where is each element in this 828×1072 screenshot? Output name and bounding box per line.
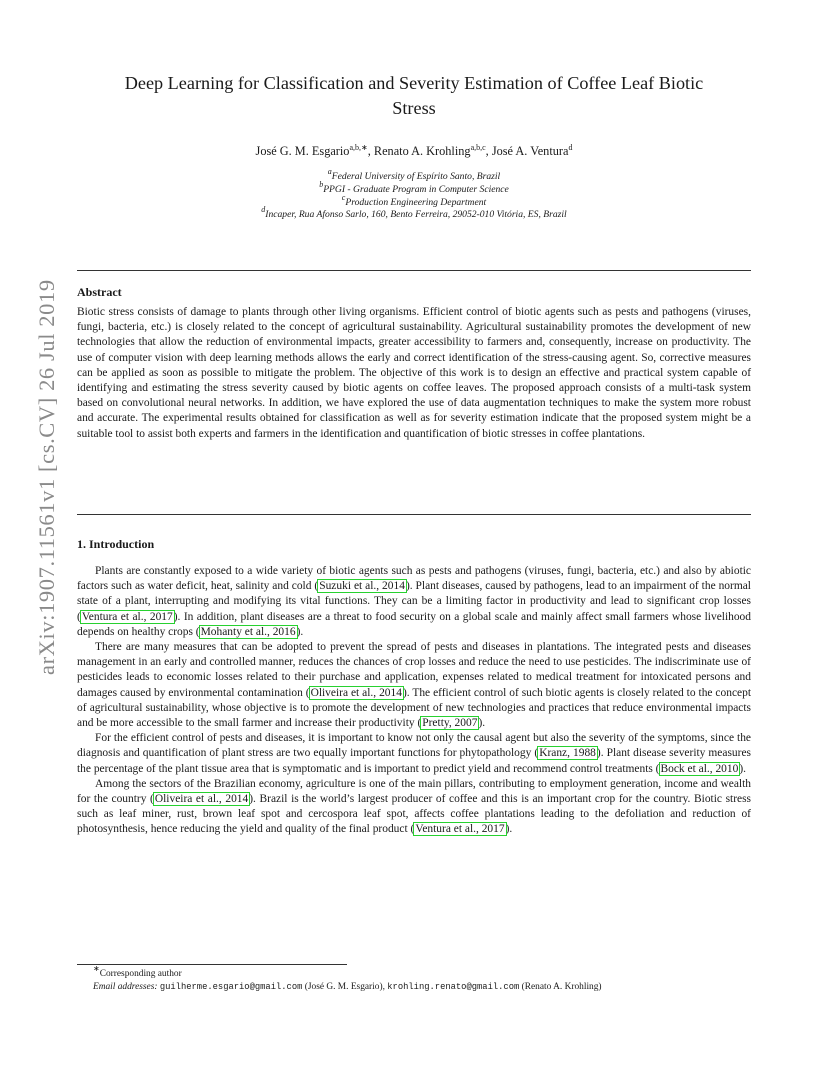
affiliation-item: $^c$Production Engineering Department — [341, 192, 487, 208]
author-name: José A. Ventura — [491, 144, 569, 158]
affiliation-item: $^b$PPGI - Graduate Program in Computer Science — [319, 179, 509, 195]
paragraph: There are many measures that can be adopted to prevent the spread of pests and diseases in plantations. The integrated pests and diseases management in an early and controlled manner, reduces the chances of crop losses and reduce the need to use pesticides. The indiscriminate use of pesticides leads to economic losses related to their purchase and application, expenses related to medical treatment for intoxicated persons and damages caused by environmental contamination (Oliveira et al., 2014). The efficient control of such biotic agents is closely related to the concept of agricultural sustainability, whose objective is to promote the development of new technologies and practices that reduce environmental impacts and be more accessible to the small farmer and increase their productivity (Pretty, 2007). — [77, 641, 751, 730]
abstract-heading: Abstract — [77, 285, 122, 299]
email-label: Email addresses: — [93, 982, 158, 992]
paper-title — [60, 71, 768, 121]
title-line-2: Stress — [392, 98, 436, 118]
citation-link[interactable]: Ventura et al., 2017 — [415, 823, 505, 836]
author-affil-mark: a,b,c — [470, 143, 486, 152]
abstract-bottom-rule — [77, 514, 751, 515]
author-affil-mark: a,b,∗ — [349, 143, 368, 152]
paragraph: Among the sectors of the Brazilian economy, agriculture is one of the main pillars, contributing to employment generation, income and wealth for the country (Oliveira et al., 2014). Brazil is the world’s largest producer of coffee and this is an important crop for the country. Biotic stress such as leaf miner, rust, brown leaf spot and cercospora leaf spot, affects coffee plantations leading to the defoliation and reduction of photosynthesis, hence reducing the yield and quality of the final product (Ventura et al., 2017). — [77, 777, 751, 836]
author-name: José G. M. Esgario — [255, 144, 350, 158]
affiliation-list — [60, 167, 768, 222]
section-heading-introduction: 1. Introduction — [77, 537, 155, 551]
title-line-1: Deep Learning for Classification and Severity Estimation of Coffee Leaf Biotic — [124, 73, 704, 93]
citation-link[interactable]: Pretty, 2007 — [422, 717, 478, 730]
author-name: Renato A. Krohling — [373, 144, 471, 158]
citation-link[interactable]: Oliveira et al., 2014 — [154, 793, 249, 806]
citation-link[interactable]: Oliveira et al., 2014 — [310, 686, 402, 699]
affiliation-item: $^a$Federal University of Espírito Santo, Brazil — [327, 167, 501, 182]
citation-link[interactable]: Bock et al., 2010 — [660, 762, 739, 775]
paragraph: For the efficient control of pests and diseases, it is important to know not only the causal agent but also the severity of the symptoms, since the diagnosis and quantification of plant stress are two equally important functions for phytopathology (Kranz, 1988). Plant disease severity measures the percentage of the plant tissue area that is symptomatic and is important to predict yield and recommend control treatments (Bock et al., 2010). — [77, 732, 751, 775]
footnote — [93, 964, 602, 994]
affiliation-item: $^d$Incaper, Rua Afonso Sarlo, 160, Bento Ferreira, 29052-010 Vitória, ES, Brazil — [261, 205, 567, 221]
arxiv-watermark: arXiv:1907.11561v1 [cs.CV] 26 Jul 2019 — [34, 279, 59, 675]
introduction-body — [77, 564, 751, 838]
citation-link[interactable]: Kranz, 1988 — [539, 747, 596, 760]
footnote-emails: Email addresses: guilherme.esgario@gmail.com (José G. M. Esgario), krohling.renato@gmail.com (Renato A. Krohling) — [93, 982, 602, 992]
citation-link[interactable]: Mohanty et al., 2016 — [200, 625, 296, 638]
abstract-text: Biotic stress consists of damage to plants through other living organisms. Efficient control of biotic agents such as pests and pathogens (viruses, fungi, bacteria, etc.) is closely related to the concept of agricultural sustainability. Agricultural sustainability promotes the development of new technologies that allow the reduction of environmental impacts, greater accessibility to farmers and, consequently, increase on productivity. The use of computer vision with deep learning methods allows the early and correct identification of the stress-causing agent. So, corrective measures can be applied as soon as possible to mitigate the problem. The objective of this work is to design an effective and practical system capable of identifying and estimating the stress severity caused by biotic agents on coffee leaves. The proposed approach consists of a multi-task system based on convolutional neural networks. In addition, we have explored the use of data augmentation techniques to make the system more robust and accurate. The experimental results obtained for classification as well as for severity estimation indicate that the proposed system might be a suitable tool to assist both experts and farmers in the identification and quantification of biotic stresses in coffee plantations. — [77, 306, 751, 440]
paragraph: Plants are constantly exposed to a wide variety of biotic agents such as pests and pathogens (viruses, fungi, bacteria, etc.) and also by abiotic factors such as water deficit, heat, salinity and cold (Suzuki et al., 2014). Plant diseases, caused by pathogens, lead to an impairment of the normal state of a plant, interrupting and modifying its vital functions. They can be a limiting factor in productivity and lead to significant crop losses (Ventura et al., 2017). In addition, plant diseases are a threat to food security on a global scale and mainly affect small farmers whose livelihood depends on healthy crops (Mohanty et al., 2016). — [77, 565, 751, 638]
citation-link[interactable]: Ventura et al., 2017 — [81, 610, 173, 623]
citation-link[interactable]: Suzuki et al., 2014 — [319, 580, 405, 593]
footnote-corresponding: ∗Corresponding author — [93, 964, 182, 979]
email-link[interactable]: krohling.renato@gmail.com — [387, 982, 520, 992]
abstract-top-rule — [77, 270, 751, 271]
author-affil-mark: d — [568, 143, 573, 152]
email-link[interactable]: guilherme.esgario@gmail.com — [159, 982, 303, 992]
author-list: José G. M. Esgario$^{a,b,∗}$, Renato A. Krohling$^{a,b,c}$, José A. Ventura$^d$ — [255, 143, 573, 158]
footnote-rule — [77, 964, 347, 965]
